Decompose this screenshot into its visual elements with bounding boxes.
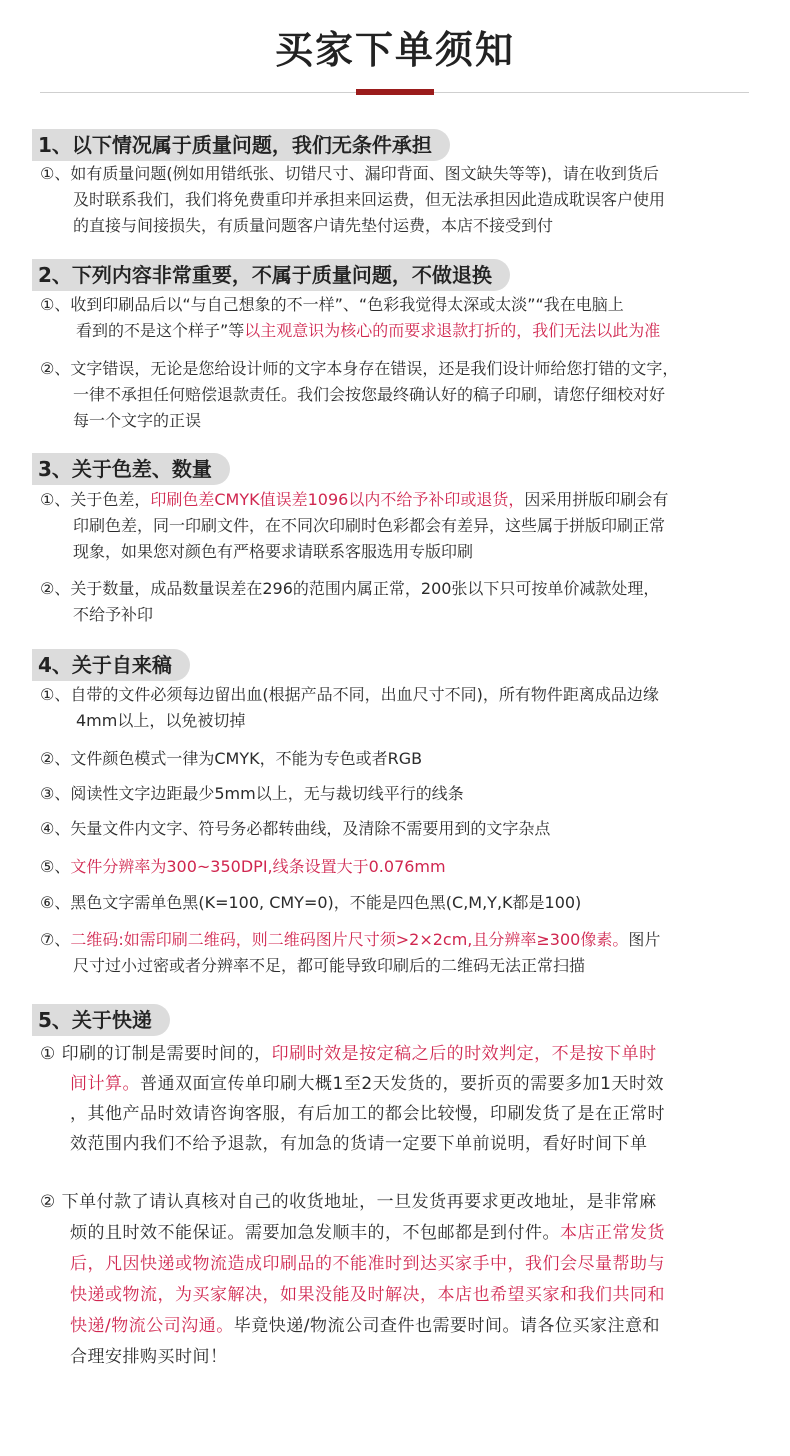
section-1-line: 的直接与间接损失，有质量问题客户请先垫付运费，本店不接受到付	[73, 216, 554, 235]
section-1-line: 及时联系我们，我们将免费重印并承担来回运费，但无法承担因此造成耽误客户使用	[73, 190, 666, 209]
section-1-line: ①、如有质量问题(例如用错纸张、切错尺寸、漏印背面、图文缺失等等)，请在收到货后	[40, 164, 659, 183]
highlight-text: 以主观意识为核心的而要求退款打折的，我们无法以此为准	[244, 321, 661, 340]
section-4-line: ③、阅读性文字边距最少5mm以上，无与裁切线平行的线条	[40, 784, 464, 803]
section-heading-4: 4、关于自来稿	[32, 649, 190, 681]
section-4-line: ②、文件颜色模式一律为CMYK，不能为专色或者RGB	[40, 749, 423, 768]
section-heading-2: 2、下列内容非常重要，不属于质量问题，不做退换	[32, 259, 510, 291]
section-heading-1: 1、以下情况属于质量问题，我们无条件承担	[32, 129, 450, 161]
section-2-line: ①、收到印刷品后以“与自己想象的不一样”、“色彩我觉得太深或太淡”“我在电脑上	[40, 295, 624, 314]
page-title: 买家下单须知	[274, 28, 515, 72]
section-4-line: ④、矢量文件内文字、符号务必都转曲线，及清除不需要用到的文字杂点	[40, 819, 551, 838]
section-3-line: 不给予补印	[73, 605, 154, 624]
highlight-text: 本店正常发货	[560, 1223, 665, 1243]
section-5-line: 间计算。普通双面宣传单印刷大概1至2天发货的，要折页的需要多加1天时效	[70, 1074, 664, 1094]
highlight-text: 印刷色差CMYK值误差1096以内不给予补印或退货，	[150, 490, 525, 509]
highlight-text: 快递/物流公司沟通。	[70, 1316, 234, 1336]
section-4-line: 4mm以上，以免被切掉	[76, 711, 246, 730]
section-4-line: ⑤、文件分辨率为300~350DPI,线条设置大于0.076mm	[40, 857, 446, 876]
section-3-line: ②、关于数量，成品数量误差在296的范围内属正常，200张以下只可按单价减款处理，	[40, 579, 660, 598]
section-3-line: 印刷色差，同一印刷文件，在不同次印刷时色彩都会有差异，这些属于拼版印刷正常	[73, 516, 666, 535]
section-4-line: ⑦、二维码:如需印刷二维码，则二维码图片尺寸须>2×2cm,且分辨率≥300像素。图片	[40, 930, 661, 949]
section-3-line: 现象，如果您对颜色有严格要求请联系客服选用专版印刷	[73, 542, 474, 561]
section-5-line: 效范围内我们不给予退款，有加急的货请一定要下单前说明，看好时间下单	[70, 1134, 648, 1154]
section-heading-5: 5、关于快递	[32, 1004, 170, 1036]
section-5-line: 快递/物流公司沟通。毕竟快递/物流公司查件也需要时间。请各位买家注意和	[70, 1316, 660, 1336]
section-5-line: 快递或物流，为买家解决，如果没能及时解决，本店也希望买家和我们共同和	[70, 1285, 665, 1305]
section-4-line: 尺寸过小过密或者分辨率不足，都可能导致印刷后的二维码无法正常扫描	[73, 956, 586, 975]
section-5-line: ② 下单付款了请认真核对自己的收货地址，一旦发货再要求更改地址，是非常麻	[40, 1192, 657, 1212]
highlight-text: 间计算。	[70, 1074, 140, 1094]
section-5-line: 合理安排购买时间！	[70, 1347, 228, 1367]
section-5-line: ，其他产品时效请咨询客服，有后加工的都会比较慢，印刷发货了是在正常时	[70, 1104, 665, 1124]
section-5-line: ① 印刷的订制是需要时间的，印刷时效是按定稿之后的时效判定，不是按下单时	[40, 1044, 657, 1064]
highlight-text: 印刷时效是按定稿之后的时效判定，不是按下单时	[271, 1044, 657, 1064]
section-2-line: ②、文字错误，无论是您给设计师的文字本身存在错误，还是我们设计师给您打错的文字，	[40, 359, 679, 378]
title-accent-bar	[356, 89, 434, 95]
section-2-line: 看到的不是这个样子”等以主观意识为核心的而要求退款打折的，我们无法以此为准	[76, 321, 661, 340]
highlight-text: 二维码:如需印刷二维码，则二维码图片尺寸须>2×2cm,且分辨率≥300像素。	[70, 930, 629, 949]
section-2-line: 每一个文字的正误	[73, 411, 202, 430]
section-5-line: 后，凡因快递或物流造成印刷品的不能准时到达买家手中，我们会尽量帮助与	[70, 1254, 665, 1274]
section-heading-3: 3、关于色差、数量	[32, 453, 230, 485]
section-2-line: 一律不承担任何赔偿退款责任。我们会按您最终确认好的稿子印刷，请您仔细校对好	[73, 385, 666, 404]
section-4-line: ①、自带的文件必须每边留出血(根据产品不同，出血尺寸不同)，所有物件距离成品边缘	[40, 685, 659, 704]
section-5-line: 烦的且时效不能保证。需要加急发顺丰的，不包邮都是到付件。本店正常发货	[70, 1223, 665, 1243]
section-4-line: ⑥、黑色文字需单色黑(K=100, CMY=0)，不能是四色黑(C,M,Y,K都是100)	[40, 893, 582, 912]
highlight-text: 文件分辨率为300~350DPI,线条设置大于0.076mm	[70, 857, 446, 876]
section-3-line: ①、关于色差，印刷色差CMYK值误差1096以内不给予补印或退货，因采用拼版印刷会有	[40, 490, 669, 509]
